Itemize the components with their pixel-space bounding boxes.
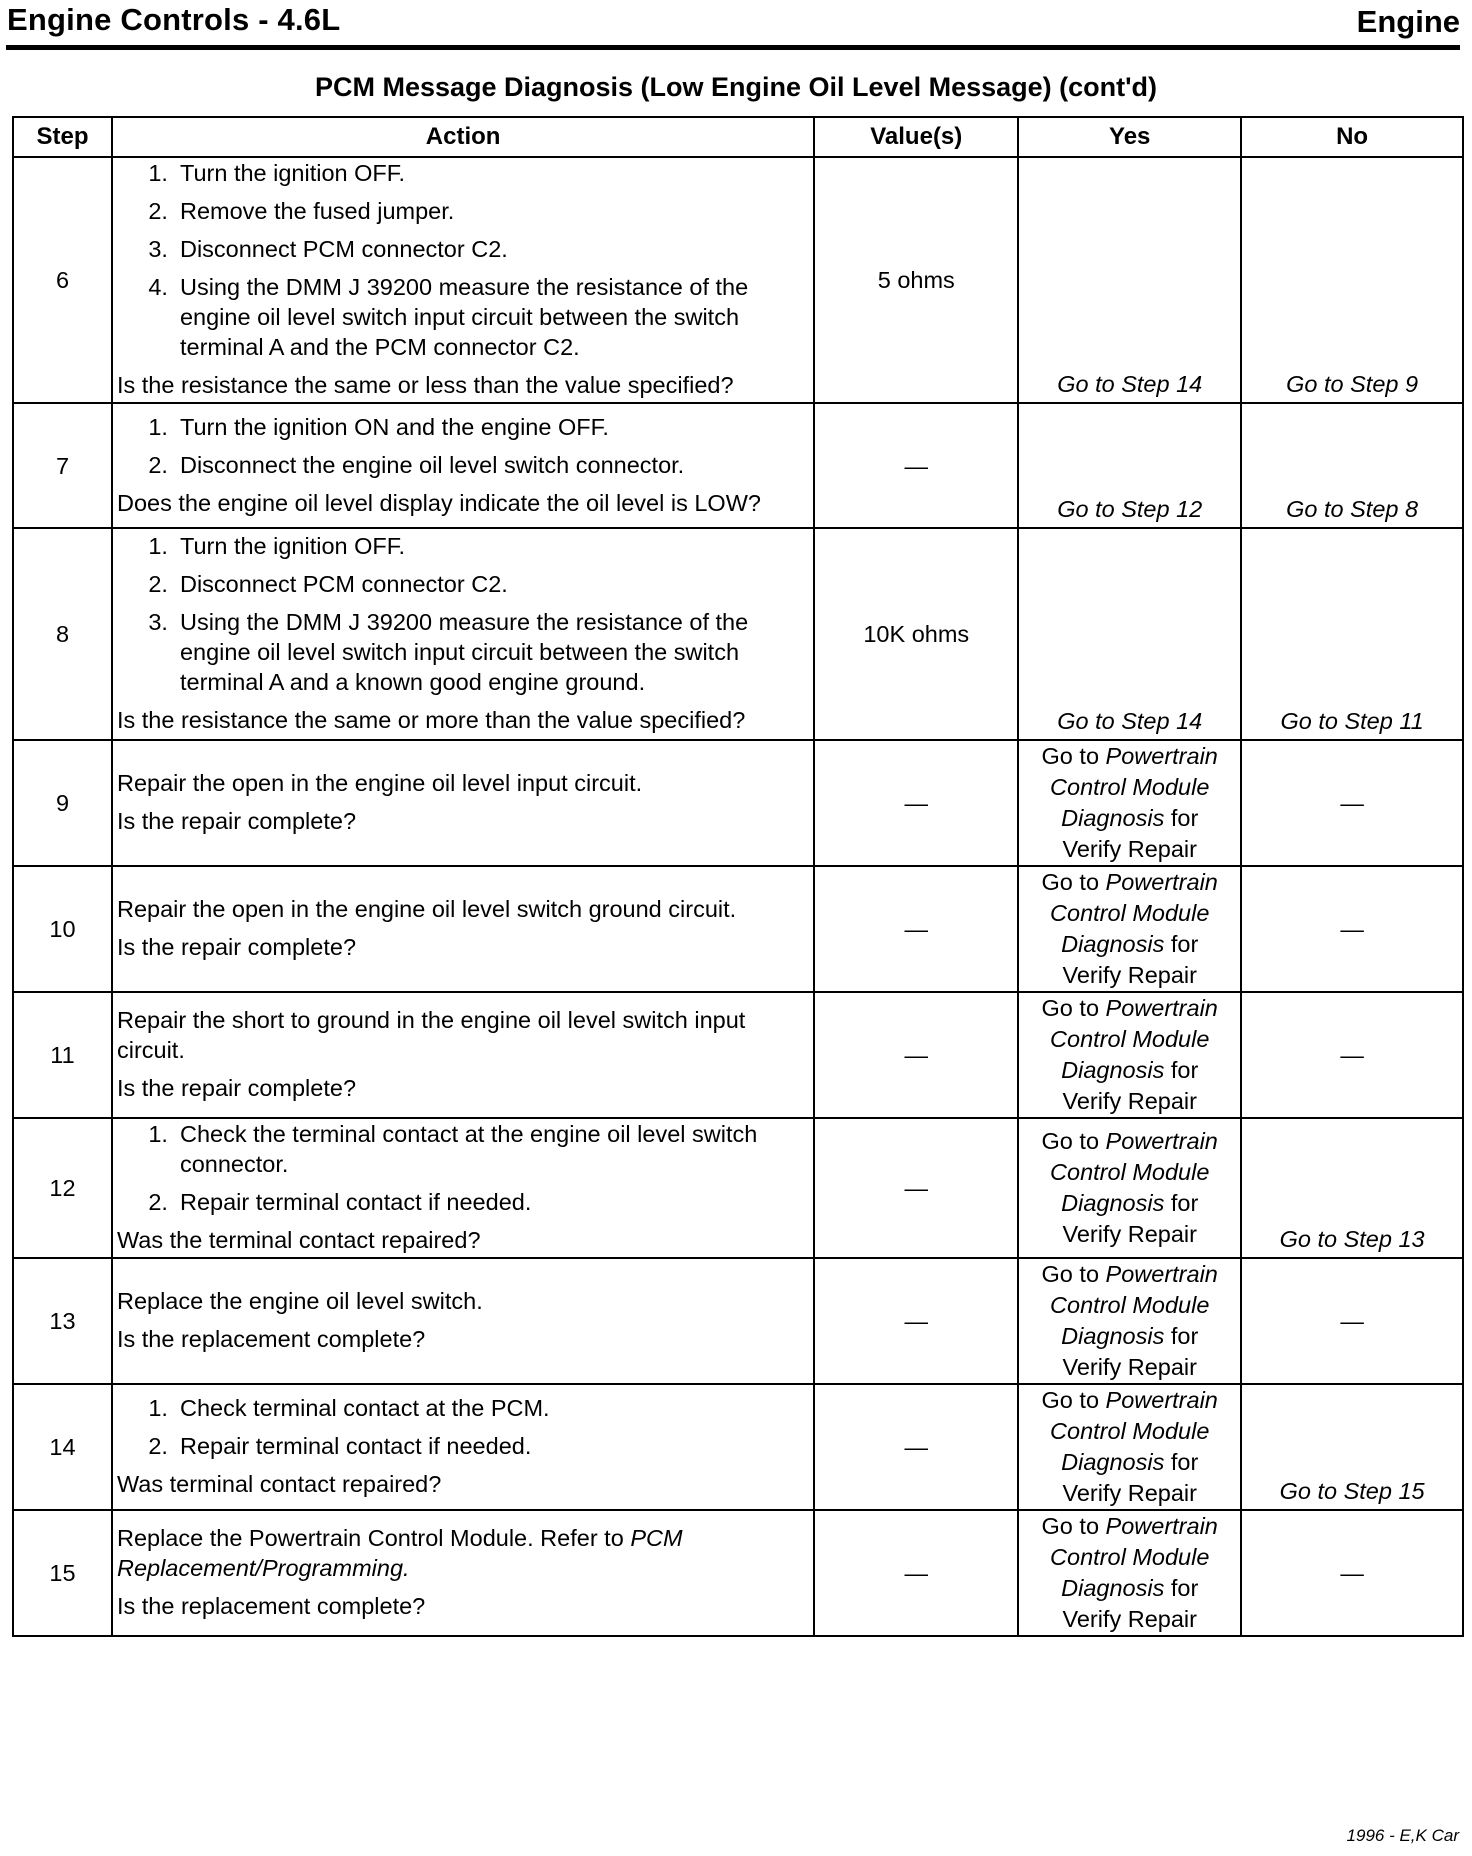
- list-item: 3. Disconnect PCM connector C2.: [148, 236, 508, 262]
- action-cell: [112, 403, 814, 528]
- table-header-row: [13, 117, 1463, 157]
- table-row: [13, 1384, 1463, 1510]
- table-row: [13, 403, 1463, 528]
- col-header-action: Action: [112, 117, 814, 157]
- list-item: 2. Repair terminal contact if needed.: [148, 1433, 532, 1459]
- action-cell: [112, 157, 814, 403]
- list-item: 2. Disconnect PCM connector C2.: [148, 571, 508, 597]
- table-row: [13, 157, 1463, 403]
- list-item: 2. Repair terminal contact if needed.: [148, 1189, 532, 1215]
- action-cell: [112, 1258, 814, 1384]
- value-cell: —: [814, 403, 1018, 528]
- no-cell: —: [1241, 740, 1463, 866]
- value-cell: —: [814, 1258, 1018, 1384]
- no-cell: Go to Step 9: [1241, 157, 1463, 403]
- action-question: Was the terminal contact repaired?: [116, 1227, 481, 1253]
- table-row: [13, 1510, 1463, 1636]
- no-cell: —: [1241, 1258, 1463, 1384]
- section-header: Engine Controls - 4.6L: [7, 2, 341, 37]
- action-text: Repair the short to ground in the engine oil level switch input circuit.: [116, 1007, 746, 1063]
- value-cell: —: [814, 1118, 1018, 1258]
- action-question: Does the engine oil level display indicate the oil level is LOW?: [116, 489, 761, 516]
- yes-cell: Go to Powertrain Control Module Diagnosis for Verify Repair: [1018, 1258, 1241, 1384]
- action-question: Is the resistance the same or more than the value specified?: [116, 707, 746, 733]
- action-cell: [112, 992, 814, 1118]
- value-cell: —: [814, 740, 1018, 866]
- no-cell: Go to Step 15: [1241, 1384, 1463, 1510]
- action-question: Is the replacement complete?: [116, 1593, 426, 1619]
- header-rule: [6, 45, 1460, 50]
- table-title: PCM Message Diagnosis (Low Engine Oil Level Message) (cont'd): [314, 72, 1158, 102]
- table-row: [13, 740, 1463, 866]
- col-header-yes: Yes: [1018, 117, 1241, 157]
- action-cell: [112, 740, 814, 866]
- yes-cell: Go to Step 14: [1018, 157, 1241, 403]
- value-cell: 10K ohms: [814, 528, 1018, 740]
- no-cell: Go to Step 13: [1241, 1118, 1463, 1258]
- list-item: 1. Turn the ignition OFF.: [148, 533, 406, 559]
- table-row: [13, 1118, 1463, 1258]
- value-cell: 5 ohms: [814, 157, 1018, 403]
- col-header-value: Value(s): [814, 117, 1018, 157]
- col-header-step: Step: [13, 117, 112, 157]
- step-number: 14: [13, 1384, 112, 1510]
- no-cell: —: [1241, 992, 1463, 1118]
- yes-cell: Go to Powertrain Control Module Diagnosis for Verify Repair: [1018, 740, 1241, 866]
- table-row: [13, 992, 1463, 1118]
- action-cell: [112, 1118, 814, 1258]
- step-number: 13: [13, 1258, 112, 1384]
- value-cell: —: [814, 1510, 1018, 1636]
- no-cell: Go to Step 11: [1241, 528, 1463, 740]
- action-text: Replace the engine oil level switch.: [116, 1288, 483, 1314]
- yes-cell: Go to Step 12: [1018, 403, 1241, 528]
- page-footer: 1996 - E,K Car: [1346, 1826, 1459, 1845]
- list-item: 2. Remove the fused jumper.: [148, 198, 455, 224]
- yes-cell: Go to Step 14: [1018, 528, 1241, 740]
- step-number: 11: [13, 992, 112, 1118]
- no-cell: —: [1241, 1510, 1463, 1636]
- step-number: 9: [13, 740, 112, 866]
- action-text: Repair the open in the engine oil level switch ground circuit.: [116, 896, 737, 922]
- table-row: [13, 528, 1463, 740]
- no-cell: Go to Step 8: [1241, 403, 1463, 528]
- yes-cell: Go to Powertrain Control Module Diagnosis for Verify Repair: [1018, 1510, 1241, 1636]
- list-item: 1. Check the terminal contact at the engine oil level switch connector.: [148, 1121, 758, 1177]
- diagnosis-table: [12, 116, 1464, 1637]
- action-cell: [112, 528, 814, 740]
- action-cell: [112, 1384, 814, 1510]
- reference-link-text: PCM Replacement/Programming.: [116, 1525, 683, 1581]
- step-number: 6: [13, 157, 112, 403]
- list-item: 1. Turn the ignition ON and the engine OFF.: [148, 413, 609, 440]
- action-cell: [112, 1510, 814, 1636]
- list-item: 1. Check terminal contact at the PCM.: [148, 1395, 550, 1421]
- yes-cell: Go to Powertrain Control Module Diagnosis for Verify Repair: [1018, 1384, 1241, 1510]
- value-cell: —: [814, 992, 1018, 1118]
- step-number: 7: [13, 403, 112, 528]
- no-cell: —: [1241, 866, 1463, 992]
- table-row: [13, 866, 1463, 992]
- yes-cell: Go to Powertrain Control Module Diagnosis for Verify Repair: [1018, 1118, 1241, 1258]
- list-item: 1. Turn the ignition OFF.: [148, 160, 406, 186]
- step-number: 8: [13, 528, 112, 740]
- action-question: Is the resistance the same or less than the value specified?: [116, 372, 734, 398]
- col-header-no: No: [1241, 117, 1463, 157]
- action-text: Replace the Powertrain Control Module. Refer to PCM Replacement/Programming.: [116, 1525, 683, 1581]
- list-item: 3. Using the DMM J 39200 measure the resistance of the engine oil level switch input circuit between the switch terminal A and a known good engine ground.: [148, 609, 749, 695]
- action-question: Was terminal contact repaired?: [116, 1471, 442, 1497]
- step-number: 12: [13, 1118, 112, 1258]
- value-cell: —: [814, 1384, 1018, 1510]
- action-text: Repair the open in the engine oil level input circuit.: [116, 770, 643, 796]
- list-item: 4. Using the DMM J 39200 measure the resistance of the engine oil level switch input circuit between the switch terminal A and the PCM connector C2.: [148, 274, 749, 360]
- value-cell: —: [814, 866, 1018, 992]
- action-question: Is the repair complete?: [116, 808, 357, 834]
- yes-cell: Go to Powertrain Control Module Diagnosis for Verify Repair: [1018, 866, 1241, 992]
- list-item: 2. Disconnect the engine oil level switch connector.: [148, 451, 685, 478]
- action-question: Is the repair complete?: [116, 934, 357, 960]
- table-row: [13, 1258, 1463, 1384]
- action-question: Is the replacement complete?: [116, 1326, 426, 1352]
- action-question: Is the repair complete?: [116, 1075, 357, 1101]
- step-number: 15: [13, 1510, 112, 1636]
- action-cell: [112, 866, 814, 992]
- yes-cell: Go to Powertrain Control Module Diagnosis for Verify Repair: [1018, 992, 1241, 1118]
- chapter-header: Engine: [1356, 4, 1460, 39]
- step-number: 10: [13, 866, 112, 992]
